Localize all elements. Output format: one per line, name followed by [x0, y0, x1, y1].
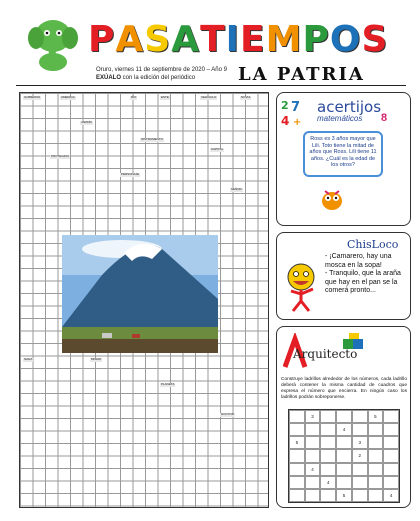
- date-line: Oruro, viernes 11 de septiembre de 2020 – Año 9 EXÚALO con la edición del periódico: [96, 67, 227, 81]
- grid-cell[interactable]: [289, 463, 305, 476]
- svg-text:4: 4: [281, 114, 290, 127]
- title-letter: A: [115, 19, 145, 60]
- crossword-clue: ESTE: [161, 95, 169, 99]
- page-title: [88, 19, 389, 60]
- crossword-clue: NOVIA: [241, 95, 251, 99]
- grid-cell[interactable]: 5: [336, 489, 352, 502]
- chiste-line: - ¡Camarero, hay una mosca en la sopa!: [325, 253, 392, 269]
- grid-cell[interactable]: [383, 436, 399, 449]
- title-letter: P: [88, 19, 116, 60]
- crossword-clue: NADA: [24, 357, 33, 361]
- crossword-clue: INSTRUMENTO: [141, 137, 163, 141]
- grid-cell[interactable]: [368, 423, 384, 436]
- grid-cell[interactable]: [368, 489, 384, 502]
- crossword-clue: AMERICA: [61, 95, 75, 99]
- grid-cell[interactable]: [352, 463, 368, 476]
- svg-text:2: 2: [281, 99, 289, 112]
- crossword-clue: CAPITAL: [211, 147, 224, 151]
- grid-cell[interactable]: 3: [305, 410, 321, 423]
- title-letter: P: [302, 19, 330, 60]
- grid-cell[interactable]: [289, 410, 305, 423]
- volcano-photo: [62, 235, 218, 353]
- smiley-character-icon: [281, 261, 321, 313]
- arquitecto-panel: [276, 326, 411, 508]
- title-letter: M: [265, 19, 303, 60]
- grid-cell[interactable]: 4: [305, 463, 321, 476]
- grid-cell[interactable]: [352, 489, 368, 502]
- title-letter: O: [329, 19, 362, 60]
- grid-cell[interactable]: [336, 410, 352, 423]
- grid-cell[interactable]: [305, 436, 321, 449]
- colorful-numbers-icon: [281, 97, 315, 127]
- crossword-clue: PLANETA: [161, 382, 175, 386]
- grid-cell[interactable]: [320, 489, 336, 502]
- grid-cell[interactable]: [383, 423, 399, 436]
- acertijos-panel: [276, 92, 411, 226]
- crossword-clue: PERSONAJE: [121, 172, 140, 176]
- grid-cell[interactable]: [352, 423, 368, 436]
- title-letter: S: [361, 19, 389, 60]
- crossword-clue: VEHICULO: [201, 95, 217, 99]
- grid-cell[interactable]: [289, 449, 305, 462]
- chiste-text: [325, 253, 409, 296]
- crossword-clue: RÍO: [131, 95, 137, 99]
- grid-cell[interactable]: [336, 436, 352, 449]
- acertijos-subtitle: matemáticos: [317, 114, 363, 123]
- crossword-clue: DOCTOR: [221, 412, 234, 416]
- grid-cell[interactable]: [368, 476, 384, 489]
- newspaper-masthead: LA PATRIA: [238, 64, 365, 85]
- grid-cell[interactable]: [336, 476, 352, 489]
- grid-cell[interactable]: 4: [383, 489, 399, 502]
- grid-cell[interactable]: [383, 410, 399, 423]
- grid-cell[interactable]: [368, 449, 384, 462]
- header: [0, 0, 420, 88]
- grid-cell[interactable]: [368, 463, 384, 476]
- arquitecto-title: Arquitecto: [293, 347, 358, 361]
- crossword-clue: JARDÍN: [81, 120, 92, 124]
- crossword-clue: GOBIERNO: [24, 95, 41, 99]
- grid-cell[interactable]: 4: [320, 476, 336, 489]
- grid-cell[interactable]: [305, 489, 321, 502]
- grid-cell[interactable]: [320, 449, 336, 462]
- grid-cell[interactable]: [352, 410, 368, 423]
- chiste-line: - Tranquilo, que la araña que hay en el pan se la comerá pronto...: [325, 270, 401, 294]
- acertijos-question: Ross es 3 años mayor que Lili. Toto tiene la mitad de años que Ross. Lili tiene 11 años. ¿Cuál es la edad de los otros?: [303, 131, 383, 177]
- crossword-clue: SEÑOR: [231, 187, 242, 191]
- grid-cell[interactable]: [289, 489, 305, 502]
- grid-cell[interactable]: [320, 423, 336, 436]
- grid-cell[interactable]: [352, 476, 368, 489]
- grid-cell[interactable]: [305, 476, 321, 489]
- grid-cell[interactable]: [320, 436, 336, 449]
- grid-cell[interactable]: [305, 423, 321, 436]
- grid-cell[interactable]: 2: [352, 449, 368, 462]
- svg-text:+: +: [293, 117, 302, 127]
- crossword-clue: MISMO: [91, 357, 102, 361]
- svg-text:7: 7: [291, 100, 301, 115]
- grid-cell[interactable]: [383, 449, 399, 462]
- arquitecto-instructions: Construye ladrillos alrededor de los números, cada ladrillo deberá contener la misma cantidad de cuadros que expresa el número que encierra. En ningún caso los ladrillos podrán sobreponerse.: [281, 377, 407, 400]
- grid-cell[interactable]: [383, 476, 399, 489]
- grid-cell[interactable]: [320, 410, 336, 423]
- grid-cell[interactable]: [383, 463, 399, 476]
- chiste-panel: [276, 232, 411, 320]
- grid-cell[interactable]: 5: [289, 436, 305, 449]
- grid-cell[interactable]: 4: [336, 423, 352, 436]
- volcano-image-icon: [62, 235, 218, 353]
- title-letter: T: [200, 19, 226, 60]
- crossword-grid: [19, 92, 269, 508]
- grid-cell[interactable]: [305, 449, 321, 462]
- grid-cell[interactable]: [289, 476, 305, 489]
- elephant-mascot-icon: [28, 14, 78, 72]
- crossword-clue: PROTEGIDO: [51, 154, 70, 158]
- grid-cell[interactable]: 5: [368, 410, 384, 423]
- grid-cell[interactable]: [368, 436, 384, 449]
- header-divider: [16, 85, 406, 86]
- grid-cell[interactable]: 3: [352, 436, 368, 449]
- grid-cell[interactable]: [289, 423, 305, 436]
- title-letter: E: [240, 19, 266, 60]
- cartoon-creature-icon: [317, 185, 347, 213]
- acertijos-number: 8: [381, 112, 388, 124]
- title-letter: I: [225, 19, 241, 60]
- grid-cell[interactable]: [336, 449, 352, 462]
- chiste-title: ChisLoco: [347, 238, 399, 251]
- title-letter: A: [171, 19, 201, 60]
- grid-cell[interactable]: [320, 463, 336, 476]
- grid-cell[interactable]: [336, 463, 352, 476]
- title-letter: S: [144, 19, 172, 60]
- acertijos-title: acertijos: [317, 98, 382, 116]
- arquitecto-grid: [288, 409, 400, 503]
